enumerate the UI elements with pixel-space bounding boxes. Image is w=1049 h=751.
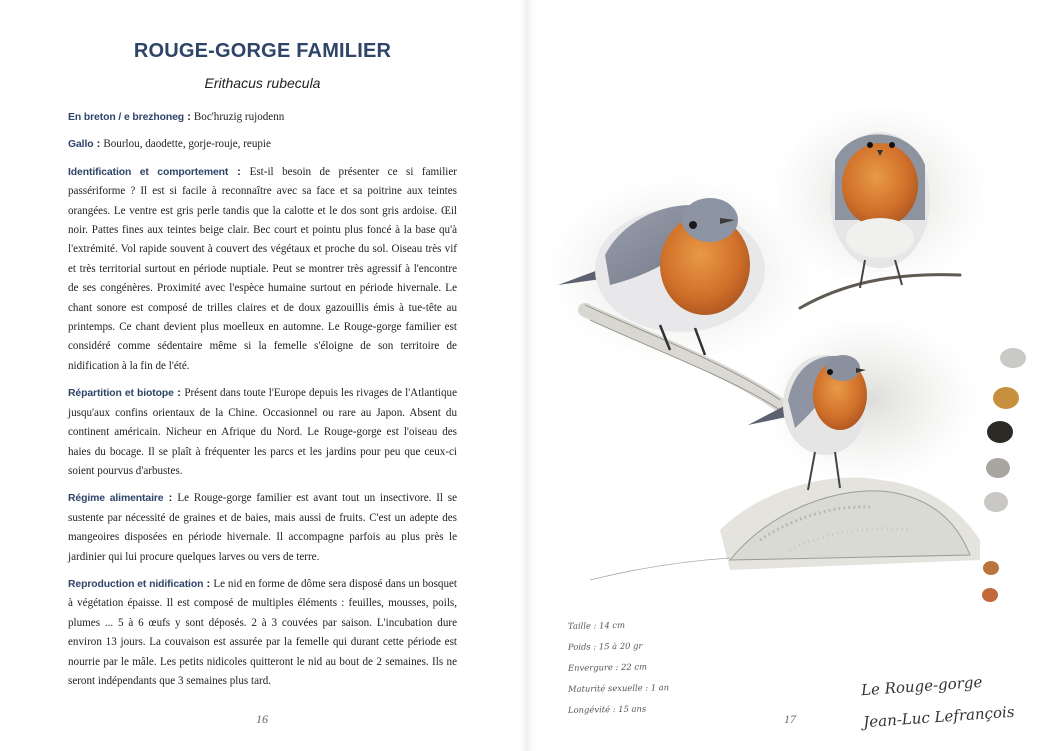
section-breton: En breton / e brezhoneg : Boc'hruzig rujodenn	[68, 111, 285, 123]
swatch	[984, 492, 1008, 512]
section-text: Le Rouge-gorge familier est avant tout un insectivore. Il se sustente par nécessité de graines et de baies, mais aussi de fruits. C'est un adepte des mangeoires disposées en période hivernale. Il accompagne parfois au plus près le jardinier qui lui procure quelques larves ou vers de terre.	[68, 492, 457, 563]
section-label: Répartition et biotope	[68, 388, 174, 400]
signature-line: Le Rouge-gorge	[860, 672, 983, 700]
note-wingspan: Envergure : 22 cm	[567, 661, 648, 673]
note-weight: Poids : 15 à 20 gr	[567, 640, 643, 652]
swatch	[983, 561, 999, 575]
section-identification: Identification et comportement : Est-il besoin de présenter ce si familier passériforme ? Il est si facile à reconnaître avec sa face et sa poitrine aux teintes orangées. Le ventre est gris perle tandis que la calotte et le dos sont gris ardoise. Œil noir. Pattes fines aux teintes beige clair. Bec court et pointu plus foncé à la base qu'à l'extrémité. Vol rapide souvent à couvert des végétaux et proche du sol. Oiseau très vif et très territorial surtout en période nuptiale. Peut se montrer très agressif à l'encontre de ses congénères. Proximité avec l'espèce humaine surtout en période hivernale. Le chant sonore est composé de trilles claires et de doux gazouillis émis à tue-tête au printemps. Ce chant devient plus moelleux en automne. Le Rouge-gorge familier est considéré comme sédentaire même si la femelle s'éloigne de son territoire de nidification à la fin de l'été.	[68, 165, 458, 372]
swatch	[982, 588, 998, 602]
section-text: Présent dans toute l'Europe depuis les rivages de l'Atlantique jusqu'aux confins orientaux de la Chine. Occasionnel ou rare au Japon. Absent du continent américain. Nicheur en Afrique du Nord. Le Rouge-gorge est l'oiseau des haies du bocage. Il se plaît à fréquenter les parcs et les jardins pour peu que ceux-ci soient pourvus d'arbustes.	[68, 387, 458, 477]
section-text: Le nid en forme de dôme sera disposé dans un bosquet à végétation épaisse. Il est composé de multiples éléments : feuilles, mousses, poils, plumes ... 5 à 6 œufs y sont déposés. 2 à 3 couvées par saison. L'incubation dure environ 13 jours. La couvaison est assurée par la femelle qui durant cette période est nourrie par le mâle. Les petits nidicoles quitteront le nid au bout de 2 semaines. Ils ne seront indépendants que 3 semaines plus tard.	[68, 577, 457, 687]
species-description	[68, 108, 457, 699]
section-repartition: Répartition et biotope : Présent dans toute l'Europe depuis les rivages de l'Atlantique jusqu'aux confins orientaux de la Chine. Occasionnel ou rare au Japon. Absent du continent américain. Nicheur en Afrique du Nord. Le Rouge-gorge est l'oiseau des haies du bocage. Il se plaît à fréquenter les parcs et les jardins pour peu que ceux-ci soient pourvus d'arbustes.	[68, 387, 458, 477]
note-longevity: Longévité : 15 ans	[567, 703, 647, 715]
section-label: Reproduction et nidification	[68, 578, 204, 590]
page-number-left: 16	[256, 712, 268, 726]
scientific-name: Erithacus rubecula	[204, 75, 321, 91]
section-regime: Régime alimentaire : Le Rouge-gorge familier est avant tout un insectivore. Il se sustente par nécessité de graines et de baies, mais aussi de fruits. C'est un adepte des mangeoires disposées en période hivernale. Il accompagne parfois au plus près le jardinier qui lui procure quelques larves ou vers de terre.	[68, 492, 457, 563]
section-text: Boc'hruzig rujodenn	[193, 111, 285, 123]
right-page	[530, 0, 1049, 751]
swatch	[1000, 348, 1026, 368]
signature-line: Jean-Luc Lefrançois	[862, 702, 1016, 732]
section-label: Identification et comportement	[68, 166, 229, 178]
section-text: Est-il besoin de présenter ce si familier passériforme ? Il est si facile à reconnaître avec sa face et sa poitrine aux teintes orangées. Le ventre est gris perle tandis que la calotte et le dos sont gris ardoise. Œil noir. Pattes fines aux teintes beige clair. Bec court et pointu plus foncé à la base qu'à l'extrémité. Vol rapide souvent à couvert des végétaux et proche du sol. Oiseau très vif et très territorial surtout en période nuptiale. Peut se montrer très agressif à l'encontre de ses congénères. Proximité avec l'espèce humaine surtout en période hivernale. Le chant sonore est composé de trilles claires et de doux gazouillis émis à tue-tête au printemps. Ce chant devient plus moelleux en automne. Le Rouge-gorge familier est considéré comme sédentaire même si la femelle s'éloigne de son territoire de nidification à la fin de l'été.	[68, 165, 458, 372]
swatch	[987, 421, 1013, 443]
paint-swatches	[982, 348, 1026, 602]
section-reproduction: Reproduction et nidification : Le nid en forme de dôme sera disposé dans un bosquet à végétation épaisse. Il est composé de multiples éléments : feuilles, mousses, poils, plumes ... 5 à 6 œufs y sont déposés. 2 à 3 couvées par saison. L'incubation dure environ 13 jours. La couvaison est assurée par la femelle qui durant cette période est nourrie par le mâle. Les petits nidicoles quitteront le nid au bout de 2 semaines. Ils ne seront indépendants que 3 semaines plus tard.	[68, 577, 457, 687]
swatch	[986, 458, 1010, 478]
page-number-right: 17	[784, 712, 796, 726]
swatch	[993, 387, 1019, 409]
handwritten-notes	[568, 615, 669, 720]
section-text: Bourlou, daodette, gorje-rouje, reupie	[103, 138, 271, 151]
robin-watercolor-illustration	[530, 110, 1049, 610]
page-title: ROUGE-GORGE FAMILIER	[133, 40, 392, 62]
note-maturity: Maturité sexuelle : 1 an	[567, 682, 670, 694]
section-gallo: Gallo : Bourlou, daodette, gorje-rouje, reupie	[68, 138, 271, 151]
artist-signature	[860, 662, 1044, 738]
section-label: Gallo	[68, 139, 94, 151]
left-page	[0, 0, 524, 751]
section-label: En breton / e brezhoneg	[68, 112, 185, 123]
twig	[800, 275, 960, 308]
section-label: Régime alimentaire	[68, 493, 164, 505]
note-size: Taille : 14 cm	[567, 619, 626, 631]
